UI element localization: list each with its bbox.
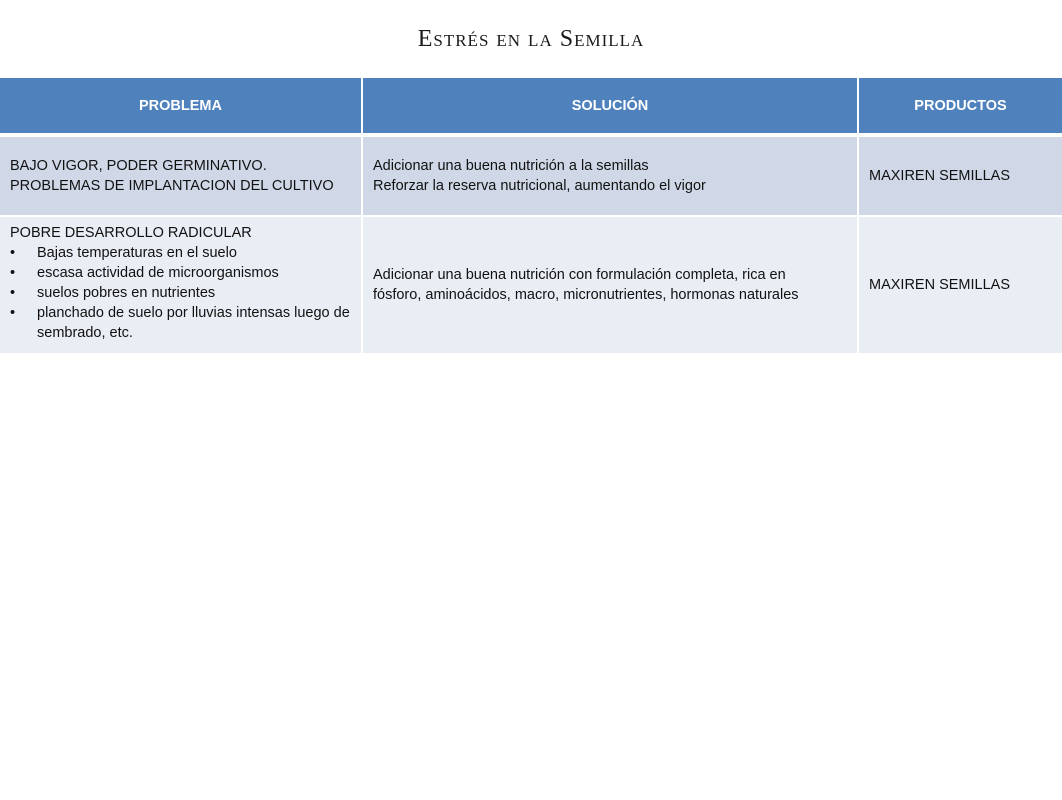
problem-title: POBRE DESARROLLO RADICULAR [10, 225, 252, 241]
slide-title: Estrés en la Semilla [417, 26, 645, 52]
list-item: • planchado de suelo por lluvias intensas luego de sembrado, etc. [10, 303, 351, 343]
solution-line: fósforo, aminoácidos, macro, micronutrientes, hormonas naturales [373, 287, 799, 303]
header-problema: PROBLEMA [0, 78, 362, 135]
problem-cell [0, 135, 362, 216]
product-cell: MAXIREN SEMILLAS [858, 135, 1062, 216]
problem-bullet-list [10, 243, 351, 343]
table-row [0, 135, 1062, 216]
product-cell: MAXIREN SEMILLAS [858, 216, 1062, 353]
problem-cell [0, 216, 362, 353]
problem-line: PROBLEMAS DE IMPLANTACION DEL CULTIVO [10, 178, 334, 194]
list-item: • suelos pobres en nutrientes [10, 283, 351, 303]
solution-line: Adicionar una buena nutrición con formulación completa, rica en [373, 267, 786, 283]
table-header-row [0, 78, 1062, 135]
table-row [0, 216, 1062, 353]
header-solucion: SOLUCIÓN [362, 78, 858, 135]
stress-table [0, 78, 1062, 353]
list-item: • Bajas temperaturas en el suelo [10, 243, 351, 263]
solution-line: Reforzar la reserva nutricional, aumentando el vigor [373, 178, 706, 194]
solution-line: Adicionar una buena nutrición a la semillas [373, 158, 649, 174]
header-productos: PRODUCTOS [858, 78, 1062, 135]
problem-line: BAJO VIGOR, PODER GERMINATIVO. [10, 158, 267, 174]
solution-cell [362, 135, 858, 216]
solution-cell [362, 216, 858, 353]
list-item: • escasa actividad de microorganismos [10, 263, 351, 283]
